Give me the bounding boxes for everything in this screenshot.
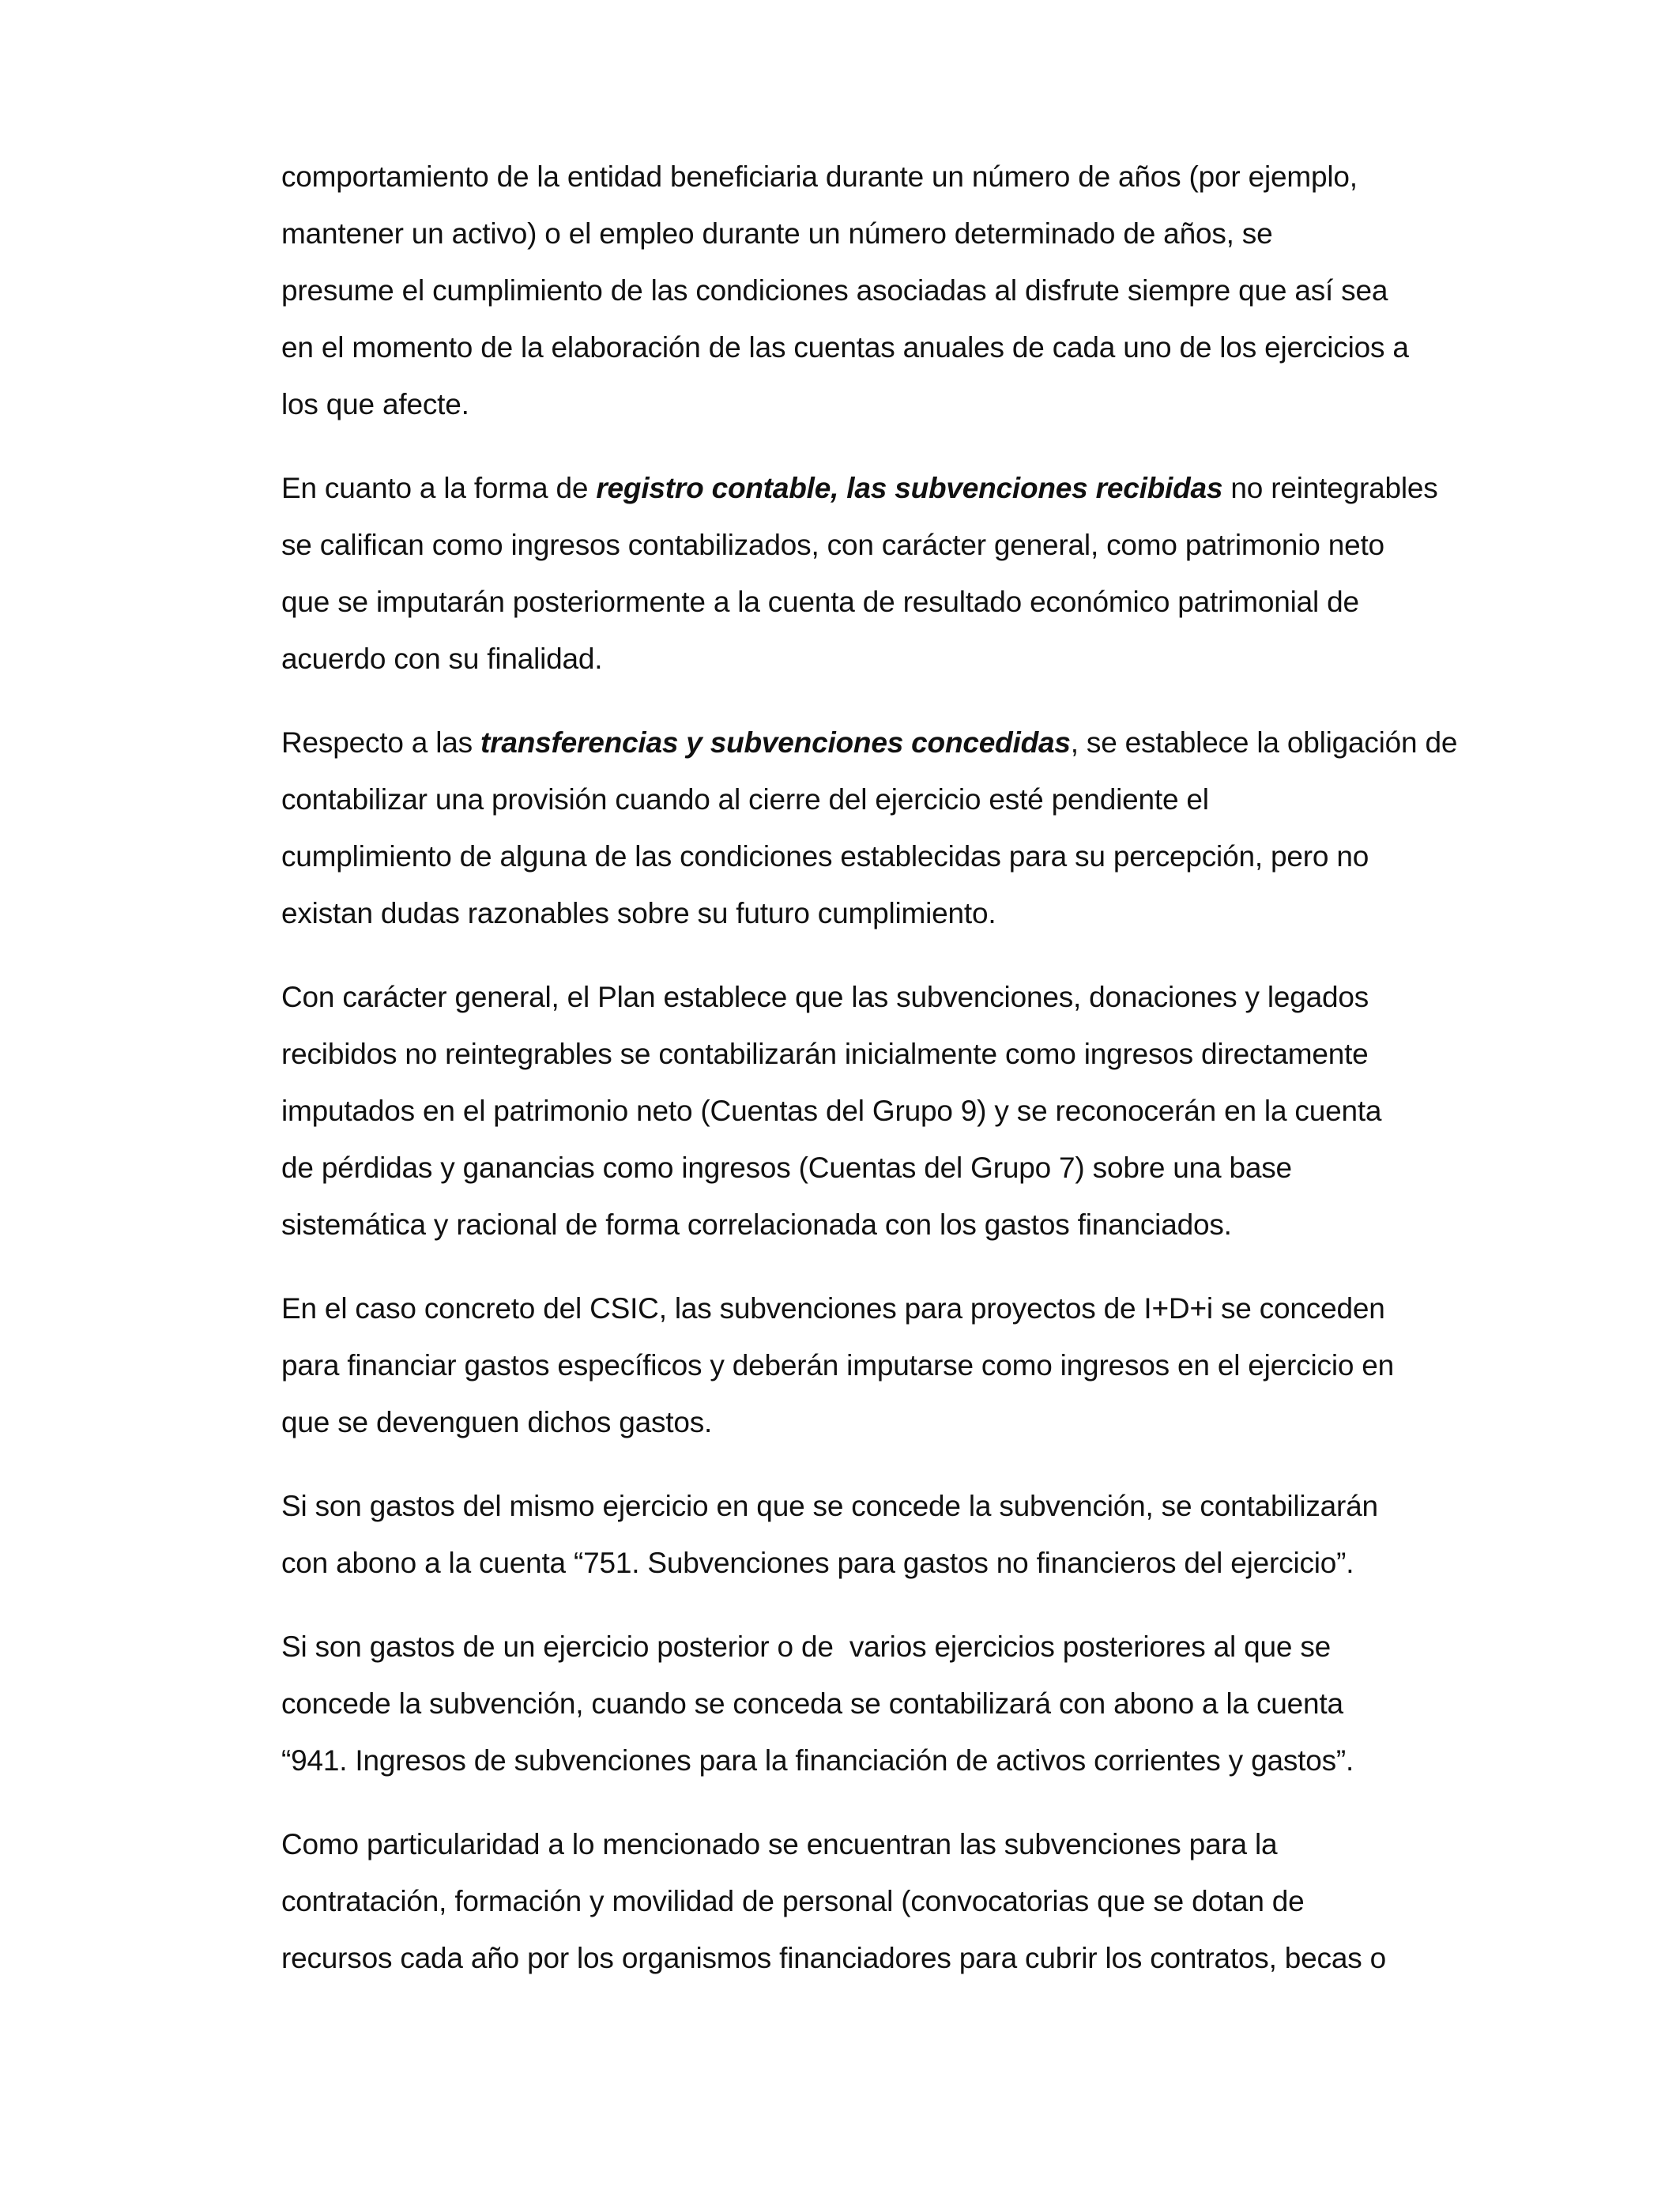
text-line [281, 714, 1458, 771]
text-run: acuerdo con su finalidad. [281, 643, 603, 675]
text-run: En el caso concreto del CSIC, las subvenciones para proyectos de I+D+i se conceden [281, 1292, 1385, 1325]
text-run: Respecto a las [281, 726, 481, 759]
paragraph [281, 460, 1438, 688]
text-run: , se establece la obligación de [1070, 726, 1458, 759]
text-line [281, 1816, 1403, 1873]
text-line [281, 319, 1409, 376]
text-run: presume el cumplimiento de las condiciones asociadas al disfrute siempre que así sea [281, 274, 1388, 307]
document-body [281, 149, 1458, 2014]
emphasized-text: registro contable, las subvenciones recibidas [596, 472, 1223, 504]
text-line [281, 1337, 1403, 1394]
text-line [281, 1535, 1403, 1592]
text-line [281, 376, 1403, 433]
text-line [281, 262, 1403, 319]
text-line [281, 205, 1403, 262]
text-run: los que afecte. [281, 388, 469, 420]
text-run: Si son gastos del mismo ejercicio en que se concede la subvención, se contabilizarán [281, 1490, 1378, 1522]
text-run: en el momento de la elaboración de las cuentas anuales de cada uno de los ejercicios a [281, 331, 1409, 364]
text-run: En cuanto a la forma de [281, 472, 597, 504]
text-line [281, 1083, 1403, 1140]
text-line [281, 1394, 1403, 1451]
text-run: comportamiento de la entidad beneficiaria durante un número de años (por ejemplo, [281, 160, 1358, 193]
paragraph [281, 969, 1403, 1253]
text-run: cumplimiento de alguna de las condiciones establecidas para su percepción, pero no [281, 840, 1369, 873]
text-line [281, 1619, 1403, 1676]
emphasized-text: transferencias y subvenciones concedidas [480, 726, 1071, 759]
text-line [281, 1280, 1403, 1337]
text-run: contabilizar una provisión cuando al cierre del ejercicio esté pendiente el [281, 783, 1209, 816]
text-run: Con carácter general, el Plan establece que las subvenciones, donaciones y legados [281, 981, 1369, 1013]
text-run: se califican como ingresos contabilizados, con carácter general, como patrimonio neto [281, 529, 1384, 561]
paragraph [281, 1816, 1403, 1987]
text-line [281, 631, 1403, 688]
text-line [281, 149, 1403, 205]
text-line [281, 969, 1403, 1026]
text-run: sistemática y racional de forma correlacionada con los gastos financiados. [281, 1208, 1232, 1241]
text-line [281, 460, 1438, 517]
text-run: Como particularidad a lo mencionado se encuentran las subvenciones para la [281, 1828, 1278, 1860]
text-run: mantener un activo) o el empleo durante un número determinado de años, se [281, 217, 1273, 250]
text-run: no reintegrables [1222, 472, 1438, 504]
text-run: con abono a la cuenta “751. Subvenciones para gastos no financieros del ejercicio”. [281, 1547, 1354, 1579]
text-line [281, 1197, 1403, 1253]
text-line [281, 1676, 1403, 1732]
text-line [281, 1478, 1403, 1535]
paragraph [281, 714, 1458, 942]
text-run: existan dudas razonables sobre su futuro cumplimiento. [281, 897, 996, 929]
text-line [281, 1026, 1403, 1083]
paragraph [281, 1619, 1403, 1789]
text-run: que se imputarán posteriormente a la cuenta de resultado económico patrimonial de [281, 586, 1359, 618]
text-run: imputados en el patrimonio neto (Cuentas del Grupo 9) y se reconocerán en la cuenta [281, 1095, 1382, 1127]
paragraph [281, 1478, 1403, 1592]
text-line [281, 1930, 1403, 1987]
text-line [281, 828, 1403, 885]
text-run: de pérdidas y ganancias como ingresos (Cuentas del Grupo 7) sobre una base [281, 1152, 1292, 1184]
text-line [281, 771, 1403, 828]
text-run: para financiar gastos específicos y deberán imputarse como ingresos en el ejercicio en [281, 1349, 1395, 1382]
text-run: que se devenguen dichos gastos. [281, 1406, 713, 1438]
text-run: recursos cada año por los organismos financiadores para cubrir los contratos, becas o [281, 1942, 1386, 1974]
text-line [281, 1873, 1403, 1930]
paragraph [281, 149, 1409, 433]
text-line [281, 517, 1403, 574]
text-run: concede la subvención, cuando se conceda se contabilizará con abono a la cuenta [281, 1687, 1343, 1720]
text-line [281, 1140, 1403, 1197]
text-line [281, 574, 1403, 631]
text-run: Si son gastos de un ejercicio posterior o de varios ejercicios posteriores al que se [281, 1630, 1332, 1663]
paragraph [281, 1280, 1403, 1451]
text-run: recibidos no reintegrables se contabilizarán inicialmente como ingresos directamente [281, 1038, 1369, 1070]
text-line [281, 1732, 1403, 1789]
text-line [281, 885, 1403, 942]
text-run: “941. Ingresos de subvenciones para la financiación de activos corrientes y gastos”. [281, 1744, 1354, 1777]
text-run: contratación, formación y movilidad de personal (convocatorias que se dotan de [281, 1885, 1305, 1917]
